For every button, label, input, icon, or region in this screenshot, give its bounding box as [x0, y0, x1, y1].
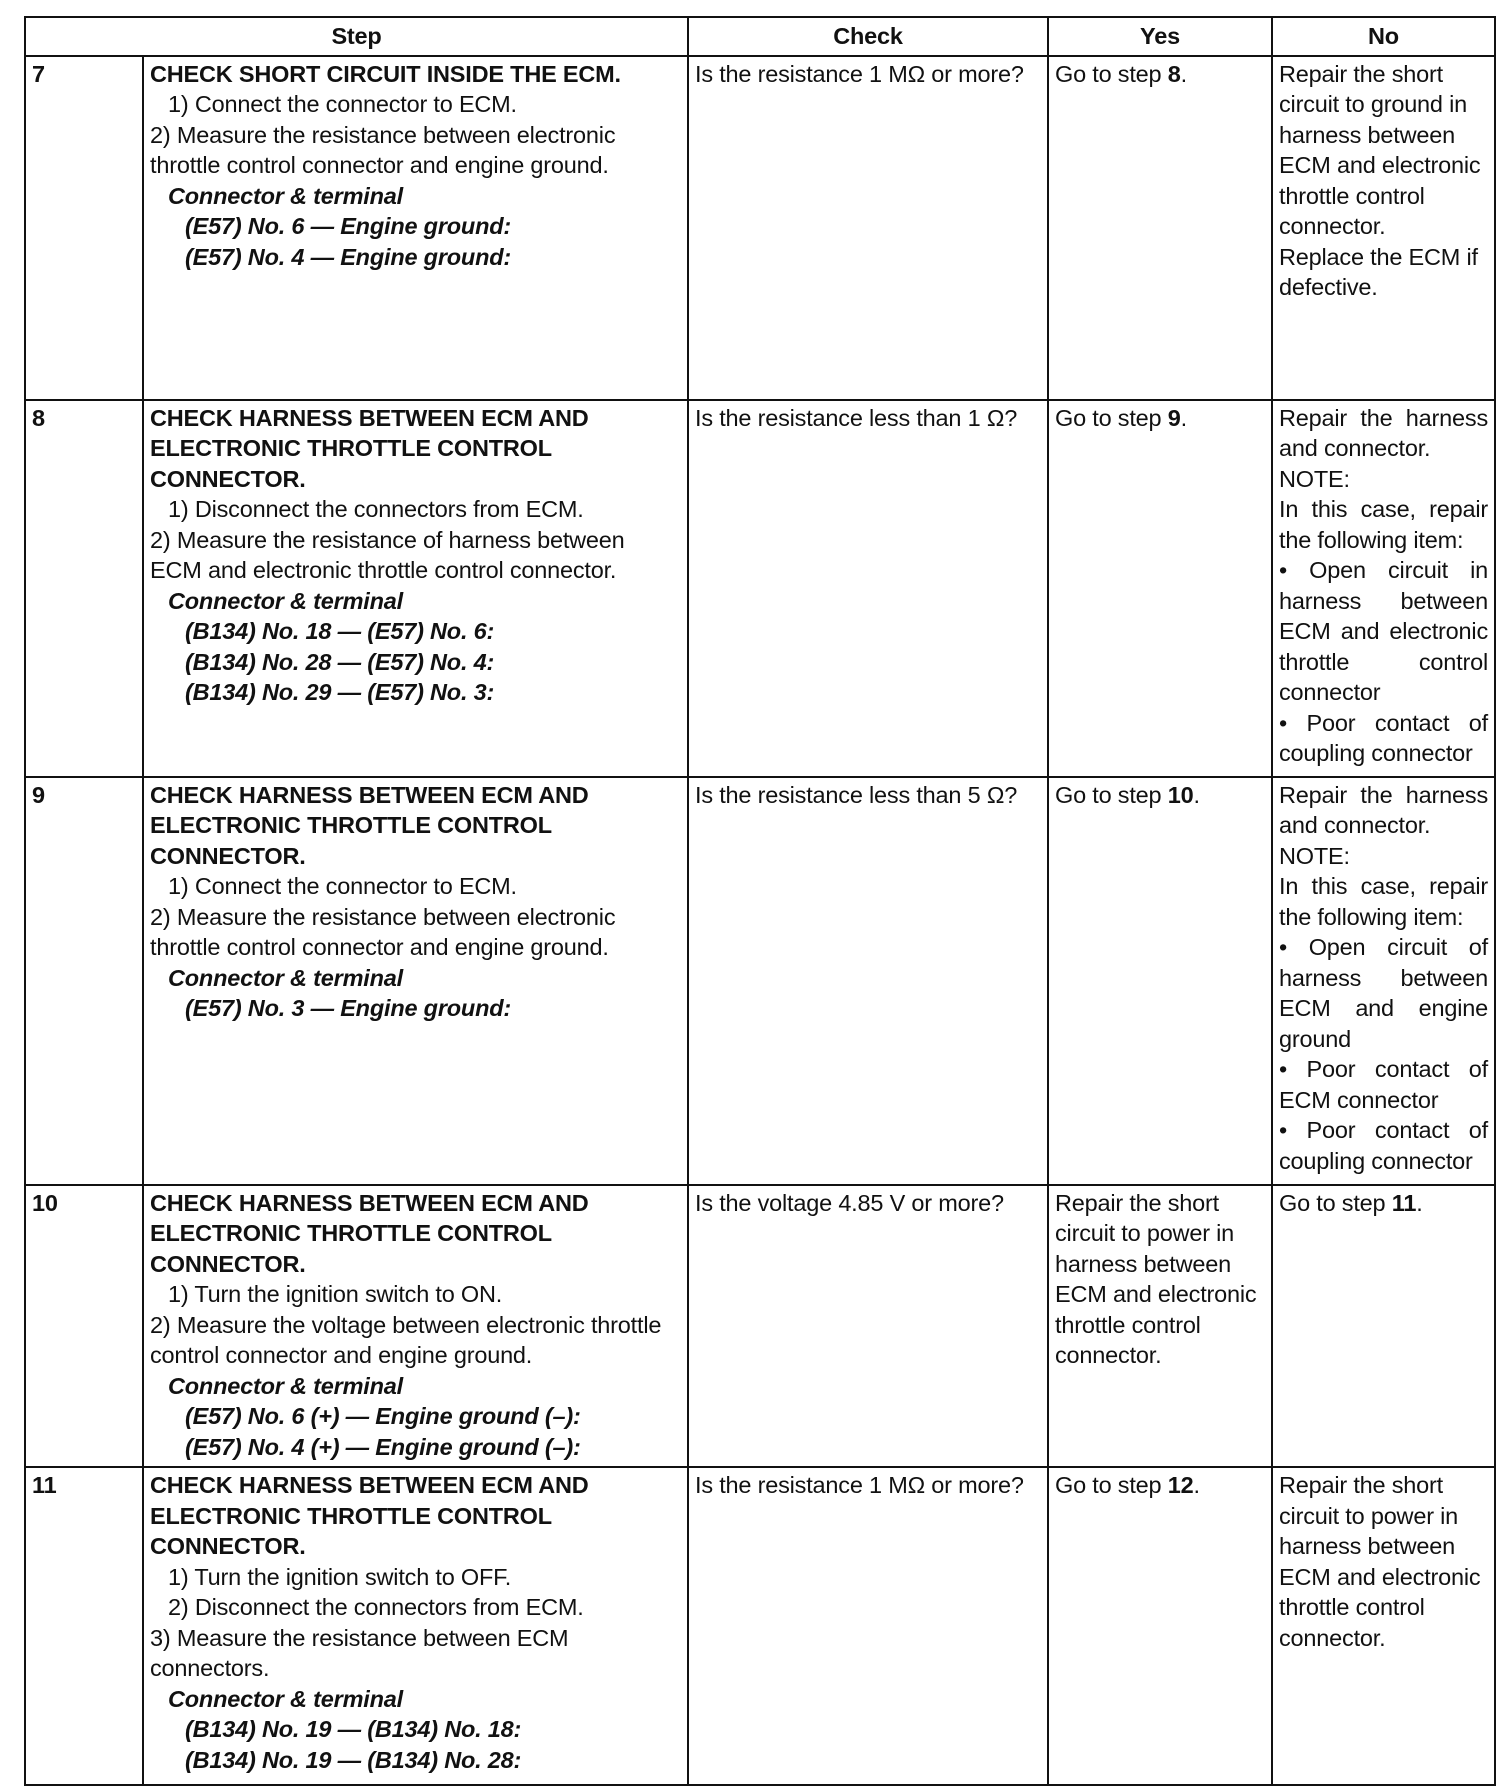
check-cell: Is the resistance less than 5 Ω?	[688, 777, 1048, 1185]
no-line: Repair the short circuit to ground in harness between ECM and electronic throttle control connector.	[1279, 60, 1481, 239]
step-title: CHECK SHORT CIRCUIT INSIDE THE ECM.	[150, 60, 621, 87]
check-cell: Is the voltage 4.85 V or more?	[688, 1185, 1048, 1468]
yes-text: Go to step	[1055, 404, 1168, 431]
connector-label: Connector & terminal	[168, 1685, 403, 1712]
substep: 2) Measure the resistance of harness between ECM and electronic throttle control connector.	[150, 526, 625, 583]
substep: 2) Measure the voltage between electronic throttle control connector and engine ground.	[150, 1311, 662, 1368]
no-line: • Open circuit of harness between ECM and engine ground	[1279, 934, 1488, 1052]
no-line: • Poor contact of ECM connector	[1279, 1056, 1488, 1113]
connector-label: Connector & terminal	[168, 1372, 403, 1399]
no-line: • Poor contact of coupling connector	[1279, 1117, 1488, 1174]
step-title: CHECK HARNESS BETWEEN ECM AND ELECTRONIC THROTTLE CONTROL CONNECTOR.	[150, 404, 589, 492]
no-line: In this case, repair the following item:	[1279, 873, 1488, 930]
step-title: CHECK HARNESS BETWEEN ECM AND ELECTRONIC THROTTLE CONTROL CONNECTOR.	[150, 1189, 589, 1277]
yes-cell	[1048, 777, 1272, 1185]
terminal: (B134) No. 18 — (E57) No. 6:	[185, 618, 495, 644]
no-line: Repair the harness and connector.	[1279, 781, 1488, 838]
diagnostic-table	[24, 16, 1496, 1786]
no-step: 11	[1391, 1189, 1417, 1216]
yes-text: Go to step	[1055, 60, 1168, 87]
step-description	[143, 1467, 688, 1785]
no-cell	[1272, 1185, 1495, 1468]
terminal: (B134) No. 28 — (E57) No. 4:	[185, 648, 495, 675]
substep: 1) Disconnect the connectors from ECM.	[168, 496, 584, 522]
step-description	[143, 1185, 688, 1468]
header-check: Check	[688, 17, 1048, 56]
no-text: Go to step	[1279, 1189, 1392, 1216]
no-line: • Poor contact of coupling connector	[1279, 709, 1488, 766]
step-description	[143, 777, 688, 1185]
step-title: CHECK HARNESS BETWEEN ECM AND ELECTRONIC THROTTLE CONTROL CONNECTOR.	[150, 781, 589, 869]
no-cell	[1272, 1467, 1495, 1785]
header-row	[25, 17, 1495, 56]
table-row	[25, 400, 1495, 777]
substep: 2) Disconnect the connectors from ECM.	[168, 1594, 584, 1620]
no-cell	[1272, 777, 1495, 1185]
check-cell: Is the resistance less than 1 Ω?	[688, 400, 1048, 777]
no-cell	[1272, 400, 1495, 777]
table-row	[25, 56, 1495, 400]
yes-cell	[1048, 56, 1272, 400]
step-number: 8	[25, 400, 143, 777]
no-line: Repair the harness and connector.	[1279, 404, 1488, 461]
no-line: • Open circuit in harness between ECM and electronic throttle control connector	[1279, 557, 1488, 705]
step-number: 11	[25, 1467, 143, 1785]
connector-label: Connector & terminal	[168, 587, 403, 614]
no-line: NOTE:	[1279, 842, 1350, 869]
no-line: NOTE:	[1279, 465, 1350, 492]
yes-step: 10	[1167, 781, 1194, 808]
header-step: Step	[25, 17, 688, 56]
step-number: 7	[25, 56, 143, 400]
check-cell: Is the resistance 1 MΩ or more?	[688, 1467, 1048, 1785]
yes-step: 9	[1167, 404, 1181, 431]
terminal: (E57) No. 4 — Engine ground:	[185, 243, 512, 270]
no-line: Replace the ECM if defective.	[1279, 243, 1478, 300]
yes-cell	[1048, 1185, 1272, 1468]
yes-suffix: .	[1180, 404, 1187, 431]
table-row	[25, 1467, 1495, 1785]
yes-text: Go to step	[1055, 781, 1168, 808]
table-row	[25, 777, 1495, 1185]
connector-label: Connector & terminal	[168, 964, 403, 991]
no-line: In this case, repair the following item:	[1279, 496, 1488, 553]
yes-step: 12	[1167, 1472, 1194, 1498]
yes-cell	[1048, 400, 1272, 777]
substep: 1) Turn the ignition switch to ON.	[168, 1281, 503, 1307]
substep: 1) Turn the ignition switch to OFF.	[168, 1563, 512, 1590]
no-cell	[1272, 56, 1495, 400]
terminal: (E57) No. 6 (+) — Engine ground (–):	[185, 1403, 581, 1429]
yes-suffix: .	[1180, 60, 1187, 87]
check-cell: Is the resistance 1 MΩ or more?	[688, 56, 1048, 400]
step-description	[143, 400, 688, 777]
substep: 1) Connect the connector to ECM.	[168, 91, 517, 117]
yes-step: 8	[1167, 60, 1181, 87]
header-yes: Yes	[1048, 17, 1272, 56]
step-description	[143, 56, 688, 400]
substep: 2) Measure the resistance between electronic throttle control connector and engine ground.	[150, 903, 616, 960]
terminal: (B134) No. 19 — (B134) No. 18:	[185, 1716, 522, 1742]
terminal: (E57) No. 3 — Engine ground:	[185, 995, 512, 1021]
yes-suffix: .	[1193, 1472, 1200, 1498]
terminal: (B134) No. 19 — (B134) No. 28:	[185, 1746, 522, 1773]
no-suffix: .	[1416, 1189, 1423, 1216]
terminal: (B134) No. 29 — (E57) No. 3:	[185, 679, 495, 705]
substep: 1) Connect the connector to ECM.	[168, 873, 517, 899]
yes-cell	[1048, 1467, 1272, 1785]
substep: 2) Measure the resistance between electronic throttle control connector and engine ground.	[150, 121, 616, 178]
table-row	[25, 1185, 1495, 1468]
substep: 3) Measure the resistance between ECM connectors.	[150, 1624, 569, 1681]
step-number: 9	[25, 777, 143, 1185]
step-title: CHECK HARNESS BETWEEN ECM AND ELECTRONIC THROTTLE CONTROL CONNECTOR.	[150, 1472, 589, 1559]
connector-label: Connector & terminal	[168, 182, 403, 209]
terminal: (E57) No. 6 — Engine ground:	[185, 213, 512, 239]
no-line: Repair the short circuit to power in harness between ECM and electronic throttle control connector.	[1279, 1472, 1481, 1651]
step-number: 10	[25, 1185, 143, 1468]
terminal: (E57) No. 4 (+) — Engine ground (–):	[185, 1433, 581, 1460]
yes-text: Repair the short circuit to power in harness between ECM and electronic throttle control connector.	[1055, 1189, 1257, 1368]
header-no: No	[1272, 17, 1495, 56]
yes-text: Go to step	[1055, 1472, 1168, 1498]
yes-suffix: .	[1193, 781, 1200, 808]
